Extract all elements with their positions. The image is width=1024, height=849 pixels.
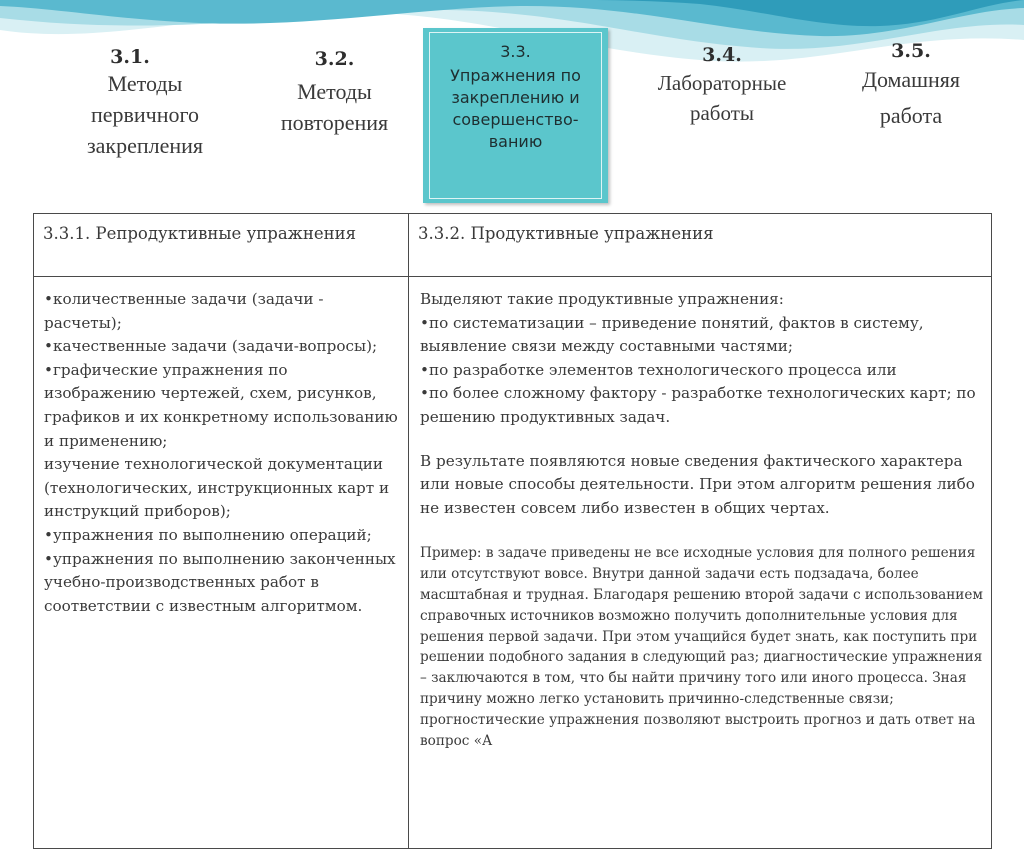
section-3-4-title-line: Лабораторные (657, 71, 787, 95)
list-item: •количественные задачи (задачи - расчеты); (44, 290, 324, 332)
section-3-1-number: 3.1. (110, 46, 150, 68)
section-3-4-number: 3.4. (702, 44, 742, 66)
reproductive-exercises-header: 3.3.1. Репродуктивные упражнения (34, 214, 409, 277)
section-3-3-title-line: совершенство- (452, 110, 579, 129)
list-item: изучение технологической документации (технологических, инструкционных карт и инструкций приборов); (44, 455, 390, 521)
section-3-3-number: 3.3. (500, 42, 531, 61)
section-3-3-title-line: ванию (488, 132, 543, 151)
section-3-3-title-line: закреплению и (451, 88, 580, 107)
list-item: •качественные задачи (задачи-вопросы); (44, 337, 378, 356)
section-3-1-title-line: первичного (90, 102, 199, 127)
exercises-table (33, 213, 992, 849)
section-3-3-exercises-highlighted (423, 28, 608, 203)
productive-exercises-description (409, 277, 992, 849)
section-3-2-methods-repetition (262, 48, 407, 138)
section-3-4-title-line: работы (689, 101, 754, 125)
productive-intro: Выделяют такие продуктивные упражнения: (420, 290, 784, 308)
section-3-2-number: 3.2. (314, 48, 355, 70)
section-3-5-number: 3.5. (891, 40, 931, 62)
reproductive-exercises-list (34, 277, 409, 849)
productive-result-paragraph: В результате появляются новые сведения фактического характера или новые способы деятельности. При этом алгоритм решения либо не известен совсем либо известен в общих чертах. (420, 451, 975, 517)
list-item: •упражнения по выполнению операций; (44, 525, 372, 544)
section-3-2-title-line: Методы (297, 79, 372, 104)
list-item: •по разработке элементов технологического процесса или (420, 360, 897, 379)
section-3-1-title-line: закрепления (86, 133, 204, 158)
list-item: •по более сложному фактору - разработке технологических карт; по решению продуктивных задач. (420, 384, 976, 426)
productive-example-paragraph: Пример: в задаче приведены не все исходные условия для полного решения или отсутствуют вовсе. Внутри данной задачи есть подзадача, более масштабная и трудная. Благодаря решению второй задачи с использованием справочных источников возможно получить дополнительные условия для решения первой задачи. При этом учащийся будет знать, как поступить при решении подобного задания в следующий раз; диагностические упражнения – заключаются в том, что бы найти причину того или иного процесса. Зная причину можно легко установить причинно-следственные связи; прогностические упражнения позволяют выстроить прогноз и дать ответ на вопрос «А (420, 545, 983, 749)
section-3-4-laboratory-work (637, 44, 807, 128)
productive-exercises-header: 3.3.2. Продуктивные упражнения (409, 214, 992, 277)
section-3-1-title-line: Методы (107, 71, 183, 96)
list-item: •графические упражнения по изображению чертежей, схем, рисунков, графиков и их конкретному использованию и применению; (44, 360, 398, 450)
section-3-3-title-line: Упражнения по (450, 66, 581, 85)
section-3-5-title-line: Домашняя (861, 67, 961, 92)
section-3-2-title-line: повторения (280, 110, 389, 135)
list-item: •упражнения по выполнению законченных учебно-производственных работ в соответствии с известным алгоритмом. (44, 549, 396, 615)
section-3-5-homework (846, 40, 976, 134)
section-3-5-title-line: работа (879, 103, 943, 128)
section-3-1-methods-initial-consolidation (60, 46, 230, 161)
list-item: •по систематизации – приведение понятий, фактов в систему, выявление связи между составными частями; (420, 313, 924, 356)
